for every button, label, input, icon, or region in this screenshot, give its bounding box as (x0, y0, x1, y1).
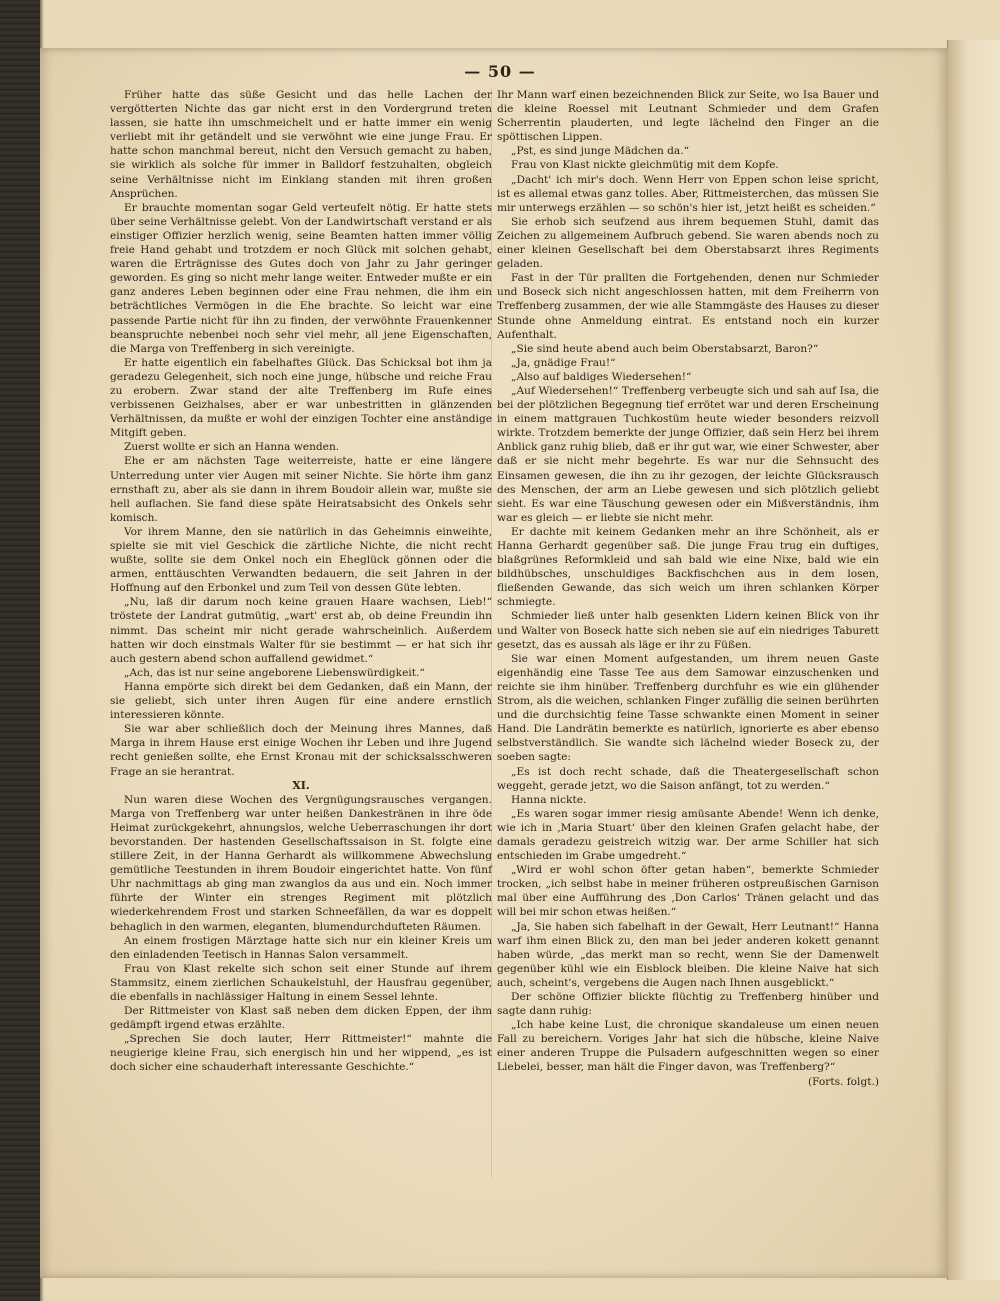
paragraph: Er brauchte momentan sogar Geld verteufelt nötig. Er hatte stets über seine Verhältnisse gelebt. Von der Landwirtschaft verstand er als einstiger Offizier herzlich wenig, seine Beamten hatten immer völlig freie Hand gehabt und trotzdem er noch Glück mit solchen gehabt, waren die Erträgnisse des Gutes doch von Jahr zu Jahr geringer geworden. Es ging so nicht mehr lange weiter. Entweder mußte er ein ganz anderes Leben beginnen oder eine Frau nehmen, die ihm ein beträchtliches Vermögen in die Ehe brachte. So leicht war eine passende Partie nicht für ihn zu finden, der verwöhnte Frauenkenner beanspruchte nebenbei noch sehr viel mehr, all jene Eigenschaften, die Marga von Treffenberg in sich vereinigte. (110, 201, 492, 355)
paragraph: Sie war aber schließlich doch der Meinung ihres Mannes, daß Marga in ihrem Hause erst einige Wochen ihr Leben und ihre Jugend recht genießen sollte, ehe Ernst Kronau mit der schicksalsschweren Frage an sie herantrat. (110, 723, 492, 778)
paragraph: „Auf Wiedersehen!“ Treffenberg verbeugte sich und sah auf Isa, die bei der plötzlichen Begegnung tief errötet war und deren Erscheinung in einem mattgrauen Tuchkostüm heute wieder besonders reizvoll wirkte. Trotzdem bemerkte der junge Offizier, daß sein Herz bei ihrem Anblick ganz ruhig blieb, daß er ihr gut war, wie einer Schwester, aber daß er sie nicht mehr begehrte. Es war nur die Sehnsucht des Einsamen gewesen, die ihn zu ihr gezogen, der leichte Glücksrausch des Menschen, der arm an Liebe gewesen und sich plötzlich geliebt sieht. Es war eine Täuschung gewesen oder ein Mißverständnis, ihm war es gleich — er liebte sie nicht mehr. (497, 384, 879, 524)
paragraph: Ihr Mann warf einen bezeichnenden Blick zur Seite, wo Isa Bauer und die kleine Roessel mit Leutnant Schmieder und dem Grafen Scherrentin plauderten, und legte lächelnd den Finger an die spöttischen Lippen. (497, 89, 879, 144)
paragraph: Schmieder ließ unter halb gesenkten Lidern keinen Blick von ihr und Walter von Boseck hatte sich neben sie auf ein niedriges Taburett gesetzt, das es aussah als läge er ihr zu Füßen. (497, 610, 879, 651)
paragraph: Nun waren diese Wochen des Vergnügungsrausches vergangen. Marga von Treffenberg war unter heißen Dankestränen in ihre öde Heimat zurückgekehrt, ahnungslos, welche Ueberraschungen ihr dort bevorstanden. Der hastenden Gesellschaftssaison in St. folgte eine stillere Zeit, in der Hanna Gerhardt als willkommene Abwechslung gemütliche Teestunden in ihrem Boudoir eingerichtet hatte. Von fünf Uhr nachmittags ab ging man zwanglos da aus und ein. Noch immer führte der Winter ein strenges Regiment mit plötzlich wiederkehrendem Frost und starken Schneefällen, da war es doppelt behaglich in den warmen, eleganten, blumendurchdufteten Räumen. (110, 793, 492, 933)
paragraph: „Pst, es sind junge Mädchen da.“ (511, 145, 690, 158)
paragraph: Vor ihrem Manne, den sie natürlich in das Geheimnis einweihte, spielte sie mit viel Geschick die zärtliche Nichte, die nicht recht wußte, sollte sie dem Onkel noch ein Eheglück gönnen oder die armen, enttäuschten Verwandten bedauern, die seit Jahren in der Hoffnung auf den Erbonkel und zum Teil von dessen Güte lebten. (110, 525, 492, 595)
paragraph: „Dacht' ich mir's doch. Wenn Herr von Eppen schon leise spricht, ist es allemal etwas ganz tolles. Aber, Rittmeisterchen, das müssen Sie mir unterwegs erzählen — so schön's hier ist, jetzt heißt es scheiden.“ (497, 173, 879, 214)
paragraph: „Ja, gnädige Frau!“ (511, 356, 616, 369)
paragraph: Frau von Klast rekelte sich schon seit einer Stunde auf ihrem Stammsitz, einem zierlichen Schaukelstuhl, der Hausfrau gegenüber, die ebenfalls in nachlässiger Haltung in einem Sessel lehnte. (110, 962, 492, 1003)
paragraph: Fast in der Tür prallten die Fortgehenden, denen nur Schmieder und Boseck sich nicht angeschlossen hatten, mit dem Freiherrn von Treffenberg zusammen, der wie alle Stammgäste des Hauses zu dieser Stunde ohne Anmeldung eintrat. Es entstand noch ein kurzer Aufenthalt. (497, 272, 879, 341)
paragraph: „Nu, laß dir darum noch keine grauen Haare wachsen, Lieb!“ tröstete der Landrat gutmütig, „wart' erst ab, ob deine Freundin ihn nimmt. Das scheint mir nicht gerade wahrscheinlich. Außerdem hatten wir doch einstmals Walter für sie bestimmt — er hat sich ihr auch gestern abend schon auffallend gewidmet.“ (110, 596, 492, 665)
book-binding (0, 0, 40, 1301)
paragraph: An einem frostigen Märztage hatte sich nur ein kleiner Kreis um den einladenden Teetisch in Hannas Salon versammelt. (110, 934, 492, 961)
facing-page-edge (947, 40, 1000, 1280)
left-column (110, 88, 492, 1075)
paragraph: Ehe er am nächsten Tage weiterreiste, hatte er eine längere Unterredung unter vier Augen mit seiner Nichte. Sie hörte ihm ganz ernsthaft zu, aber als sie dann in ihrem Boudoir allein war, mußte sie hell auflachen. Sie fand diese späte Heiratsabsicht des Onkels sehr komisch. (110, 455, 492, 524)
paragraph: „Wird er wohl schon öfter getan haben“, bemerkte Schmieder trocken, „ich selbst habe in meiner früheren ostpreußischen Garnison mal über eine Aufführung des ‚Don Carlos‘ Tränen gelacht und das will bei mir schon etwas heißen.“ (497, 864, 879, 919)
paragraph: Zuerst wollte er sich an Hanna wenden. (124, 441, 340, 454)
paragraph: Er dachte mit keinem Gedanken mehr an ihre Schönheit, als er Hanna Gerhardt gegenüber saß. Die junge Frau trug ein duftiges, blaßgrünes Reformkleid und sah bald wie eine Nixe, bald wie ein bildhübsches, unschuldiges Backfischchen aus in dem losen, fließenden Gewande, das sich weich um ihren schlanken Körper schmiegte. (497, 525, 879, 609)
paragraph: Hanna nickte. (511, 793, 587, 806)
continuation-note: (Forts. folgt.) (807, 1075, 879, 1088)
paragraph: „Sie sind heute abend auch beim Oberstabsarzt, Baron?“ (511, 342, 819, 355)
paragraph: „Ach, das ist nur seine angeborene Liebenswürdigkeit.“ (124, 666, 425, 679)
paragraph: „Ich habe keine Lust, die chronique skandaleuse um einen neuen Fall zu bereichern. Voriges Jahr hat sich die hübsche, kleine Naive einer anderen Truppe die Pulsadern aufgeschnitten wegen so einer Liebelei, besser, man hält die Finger davon, was Treffenberg?“ (497, 1019, 879, 1074)
chapter-heading: XI. (292, 778, 310, 792)
page-number: — 50 — (464, 62, 536, 81)
paragraph: „Sprechen Sie doch lauter, Herr Rittmeister!“ mahnte die neugierige kleine Frau, sich energisch hin und her wippend, „es ist doch sicher eine schauderhaft interessante Geschichte.“ (110, 1033, 492, 1074)
paragraph: Der Rittmeister von Klast saß neben dem dicken Eppen, der ihm gedämpft irgend etwas erzählte. (110, 1005, 492, 1032)
paragraph: „Es ist doch recht schade, daß die Theatergesellschaft schon weggeht, gerade jetzt, wo die Saison anfängt, tot zu werden.“ (497, 765, 879, 792)
paragraph: „Also auf baldiges Wiedersehen!“ (511, 370, 692, 383)
paragraph: Der schöne Offizier blickte flüchtig zu Treffenberg hinüber und sagte dann ruhig: (497, 991, 879, 1018)
paragraph: Er hatte eigentlich ein fabelhaftes Glück. Das Schicksal bot ihm ja geradezu Gelegenheit, sich noch eine junge, hübsche und reiche Frau zu erobern. Zwar stand der alte Treffenberg im Rufe eines verbissenen Geizhalses, aber er war unbestritten in glänzenden Verhältnissen, da mußte er wohl der einzigen Tochter eine anständige Mitgift geben. (110, 356, 492, 440)
paragraph: Sie erhob sich seufzend aus ihrem bequemen Stuhl, damit das Zeichen zu allgemeinem Aufbruch gebend. Sie waren abends noch zu einer kleinen Gesellschaft bei dem Oberstabsarzt ihres Regiments geladen. (497, 215, 879, 271)
right-column (497, 88, 879, 1089)
paragraph: „Ja, Sie haben sich fabelhaft in der Gewalt, Herr Leutnant!“ Hanna warf ihm einen Blick zu, den man bei jeder anderen kokett genannt haben würde, „das merkt man so recht, wenn Sie der Damenwelt gegenüber kühl wie ein Eisblock bleiben. Die kleine Naive hat sich auch, scheint's, vergebens die Augen nach Ihnen ausgeblickt.“ (497, 920, 879, 989)
paragraph: Frau von Klast nickte gleichmütig mit dem Kopfe. (511, 159, 779, 172)
paragraph: Früher hatte das süße Gesicht und das helle Lachen der vergötterten Nichte das gar nicht erst in den Vordergrund treten lassen, sie hatte ihn umschmeichelt und er hatte immer ein wenig verliebt mit ihr getändelt und sie verwöhnt wie eine junge Frau. Er hatte schon manchmal bereut, nicht den Versuch gemacht zu haben, sie wirklich als solche für immer in Balldorf festzuhalten, obgleich seine Verhältnisse nicht im Einklang standen mit ihren großen Ansprüchen. (110, 89, 492, 200)
paragraph: „Es waren sogar immer riesig amüsante Abende! Wenn ich denke, wie ich in ‚Maria Stuart‘ über den kleinen Grafen gelacht habe, der damals geradezu geistreich witzig war. Der arme Schiller hat sich entschieden im Grabe umgedreht.“ (497, 807, 879, 863)
paragraph: Hanna empörte sich direkt bei dem Gedanken, daß ein Mann, der sie geliebt, sich unter ihren Augen für eine andere ernstlich interessieren könnte. (110, 680, 492, 722)
paragraph: Sie war einen Moment aufgestanden, um ihrem neuen Gaste eigenhändig eine Tasse Tee aus dem Samowar einzuschenken und reichte sie ihm hinüber. Treffenberg durchfuhr es wie ein glühender Strom, als die weichen, schlanken Finger zufällig die seinen berührten und die durchsichtig feine Tasse schwankte einen Moment in seiner Hand. Die Landrätin bemerkte es natürlich, ignorierte es aber ebenso selbstverständlich. Sie wandte sich lächelnd wieder Boseck zu, der soeben sagte: (497, 652, 879, 764)
